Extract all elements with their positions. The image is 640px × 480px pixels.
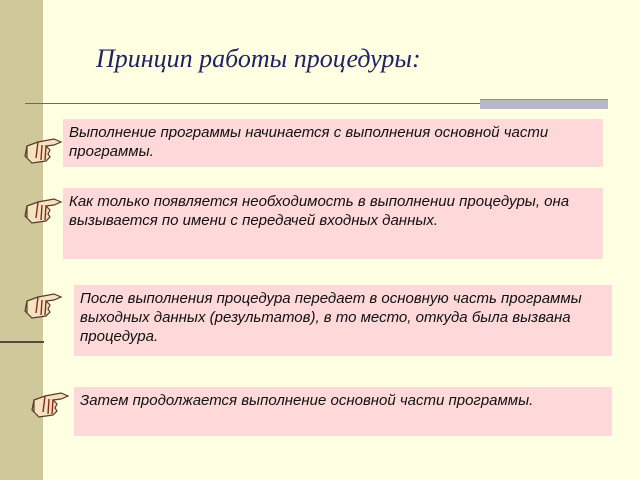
pointing-hand-icon [24, 136, 64, 166]
pointing-hand-icon [24, 196, 64, 226]
step-box-4 [74, 387, 612, 436]
left-decor-line [0, 341, 44, 343]
title-underline [25, 103, 480, 104]
step-text-3: После выполнения процедура передает в основную часть программы выходных данных (результатов), в то место, откуда была вызвана процедура. [80, 290, 582, 345]
step-box-1 [63, 119, 603, 167]
step-text-2: Как только появляется необходимость в выполнении процедуры, она вызывается по имени с передачей входных данных. [69, 193, 570, 229]
pointing-hand-icon [31, 390, 71, 420]
step-box-3 [74, 285, 612, 356]
pointing-hand-icon [24, 291, 64, 321]
step-text-1: Выполнение программы начинается с выполнения основной части программы. [69, 124, 549, 160]
step-box-2 [63, 188, 603, 259]
step-text-4: Затем продолжается выполнение основной части программы. [80, 392, 534, 409]
slide-title: Принцип работы процедуры: [96, 44, 421, 73]
title-underline-block [480, 99, 608, 109]
